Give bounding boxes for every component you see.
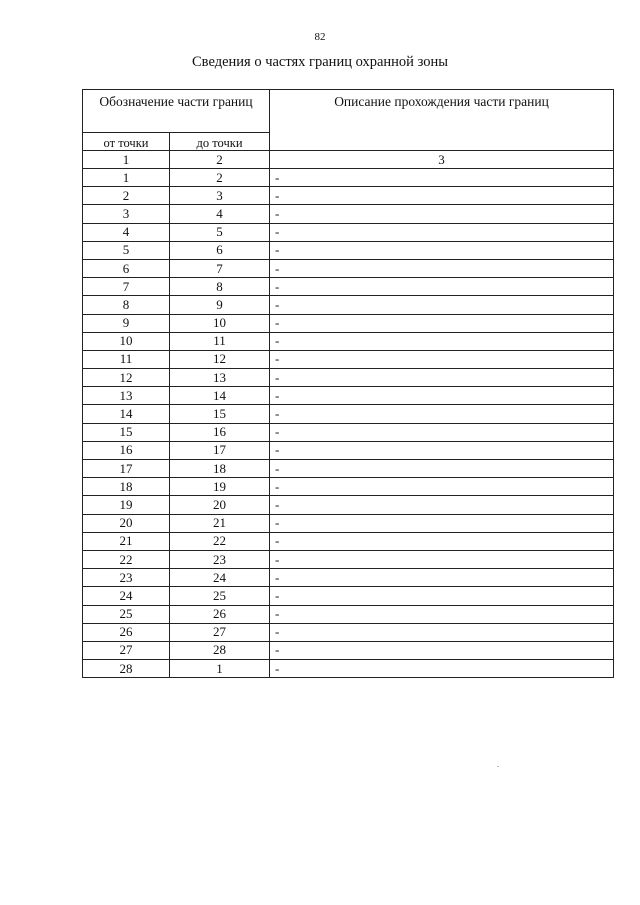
scan-speck — [497, 766, 499, 767]
from-point-cell: 15 — [83, 423, 170, 441]
from-point-cell: 9 — [83, 314, 170, 332]
to-point-cell: 4 — [170, 205, 270, 223]
from-point-cell: 13 — [83, 387, 170, 405]
description-cell: - — [270, 605, 614, 623]
header-to-point: до точки — [170, 133, 270, 151]
description-cell: - — [270, 623, 614, 641]
to-point-cell: 2 — [170, 169, 270, 187]
from-point-cell: 21 — [83, 532, 170, 550]
description-cell: - — [270, 550, 614, 568]
to-point-cell: 8 — [170, 278, 270, 296]
table-row — [83, 387, 614, 405]
from-point-cell: 4 — [83, 223, 170, 241]
table-row — [83, 369, 614, 387]
to-point-cell: 20 — [170, 496, 270, 514]
from-point-cell: 3 — [83, 205, 170, 223]
to-point-cell: 7 — [170, 259, 270, 277]
table-row — [83, 532, 614, 550]
header-boundary-part-designation: Обозначение части границ — [83, 90, 270, 133]
description-cell: - — [270, 532, 614, 550]
table-row — [83, 296, 614, 314]
from-point-cell: 18 — [83, 478, 170, 496]
description-cell: - — [270, 405, 614, 423]
description-cell: - — [270, 369, 614, 387]
from-point-cell: 14 — [83, 405, 170, 423]
table-row — [83, 259, 614, 277]
description-cell: - — [270, 478, 614, 496]
description-cell: - — [270, 496, 614, 514]
from-point-cell: 24 — [83, 587, 170, 605]
table-row — [83, 278, 614, 296]
description-cell: - — [270, 223, 614, 241]
document-title: Сведения о частях границ охранной зоны — [192, 54, 448, 70]
to-point-cell: 16 — [170, 423, 270, 441]
to-point-cell: 12 — [170, 350, 270, 368]
to-point-cell: 17 — [170, 441, 270, 459]
from-point-cell: 26 — [83, 623, 170, 641]
to-point-cell: 25 — [170, 587, 270, 605]
description-cell: - — [270, 641, 614, 659]
from-point-cell: 10 — [83, 332, 170, 350]
column-number-2: 2 — [170, 151, 270, 169]
to-point-cell: 27 — [170, 623, 270, 641]
description-cell: - — [270, 387, 614, 405]
from-point-cell: 19 — [83, 496, 170, 514]
from-point-cell: 28 — [83, 660, 170, 678]
to-point-cell: 18 — [170, 460, 270, 478]
table-row — [83, 660, 614, 678]
description-cell: - — [270, 169, 614, 187]
table-row — [83, 514, 614, 532]
to-point-cell: 5 — [170, 223, 270, 241]
from-point-cell: 6 — [83, 259, 170, 277]
to-point-cell: 26 — [170, 605, 270, 623]
from-point-cell: 22 — [83, 550, 170, 568]
description-cell: - — [270, 569, 614, 587]
to-point-cell: 21 — [170, 514, 270, 532]
boundary-parts-table — [82, 89, 614, 678]
to-point-cell: 13 — [170, 369, 270, 387]
table-body — [83, 169, 614, 678]
from-point-cell: 7 — [83, 278, 170, 296]
description-cell: - — [270, 514, 614, 532]
description-cell: - — [270, 441, 614, 459]
table-row — [83, 605, 614, 623]
from-point-cell: 16 — [83, 441, 170, 459]
to-point-cell: 9 — [170, 296, 270, 314]
from-point-cell: 17 — [83, 460, 170, 478]
table-row — [83, 169, 614, 187]
to-point-cell: 23 — [170, 550, 270, 568]
from-point-cell: 20 — [83, 514, 170, 532]
from-point-cell: 2 — [83, 187, 170, 205]
table-row — [83, 569, 614, 587]
description-cell: - — [270, 259, 614, 277]
from-point-cell: 5 — [83, 241, 170, 259]
to-point-cell: 1 — [170, 660, 270, 678]
table-row — [83, 478, 614, 496]
table-row — [83, 550, 614, 568]
from-point-cell: 12 — [83, 369, 170, 387]
table-row — [83, 496, 614, 514]
to-point-cell: 6 — [170, 241, 270, 259]
table-row — [83, 623, 614, 641]
table-row — [83, 423, 614, 441]
table-row — [83, 441, 614, 459]
description-cell: - — [270, 423, 614, 441]
table-row — [83, 187, 614, 205]
from-point-cell: 23 — [83, 569, 170, 587]
from-point-cell: 8 — [83, 296, 170, 314]
description-cell: - — [270, 241, 614, 259]
table-row — [83, 332, 614, 350]
to-point-cell: 22 — [170, 532, 270, 550]
from-point-cell: 11 — [83, 350, 170, 368]
description-cell: - — [270, 314, 614, 332]
to-point-cell: 24 — [170, 569, 270, 587]
description-cell: - — [270, 332, 614, 350]
description-cell: - — [270, 587, 614, 605]
table-row — [83, 350, 614, 368]
from-point-cell: 27 — [83, 641, 170, 659]
description-cell: - — [270, 350, 614, 368]
table-row — [83, 587, 614, 605]
table-row — [83, 314, 614, 332]
to-point-cell: 11 — [170, 332, 270, 350]
column-number-3: 3 — [270, 151, 614, 169]
to-point-cell: 3 — [170, 187, 270, 205]
from-point-cell: 25 — [83, 605, 170, 623]
table-row — [83, 641, 614, 659]
from-point-cell: 1 — [83, 169, 170, 187]
description-cell: - — [270, 205, 614, 223]
header-from-point: от точки — [83, 133, 170, 151]
description-cell: - — [270, 296, 614, 314]
page-number: 82 — [314, 31, 326, 43]
description-cell: - — [270, 278, 614, 296]
to-point-cell: 28 — [170, 641, 270, 659]
table-row — [83, 223, 614, 241]
table-row — [83, 405, 614, 423]
description-cell: - — [270, 187, 614, 205]
to-point-cell: 19 — [170, 478, 270, 496]
table-row — [83, 241, 614, 259]
to-point-cell: 14 — [170, 387, 270, 405]
header-boundary-description: Описание прохождения части границ — [270, 90, 614, 151]
table-row — [83, 460, 614, 478]
column-number-1: 1 — [83, 151, 170, 169]
description-cell: - — [270, 660, 614, 678]
to-point-cell: 10 — [170, 314, 270, 332]
to-point-cell: 15 — [170, 405, 270, 423]
table-row — [83, 205, 614, 223]
description-cell: - — [270, 460, 614, 478]
